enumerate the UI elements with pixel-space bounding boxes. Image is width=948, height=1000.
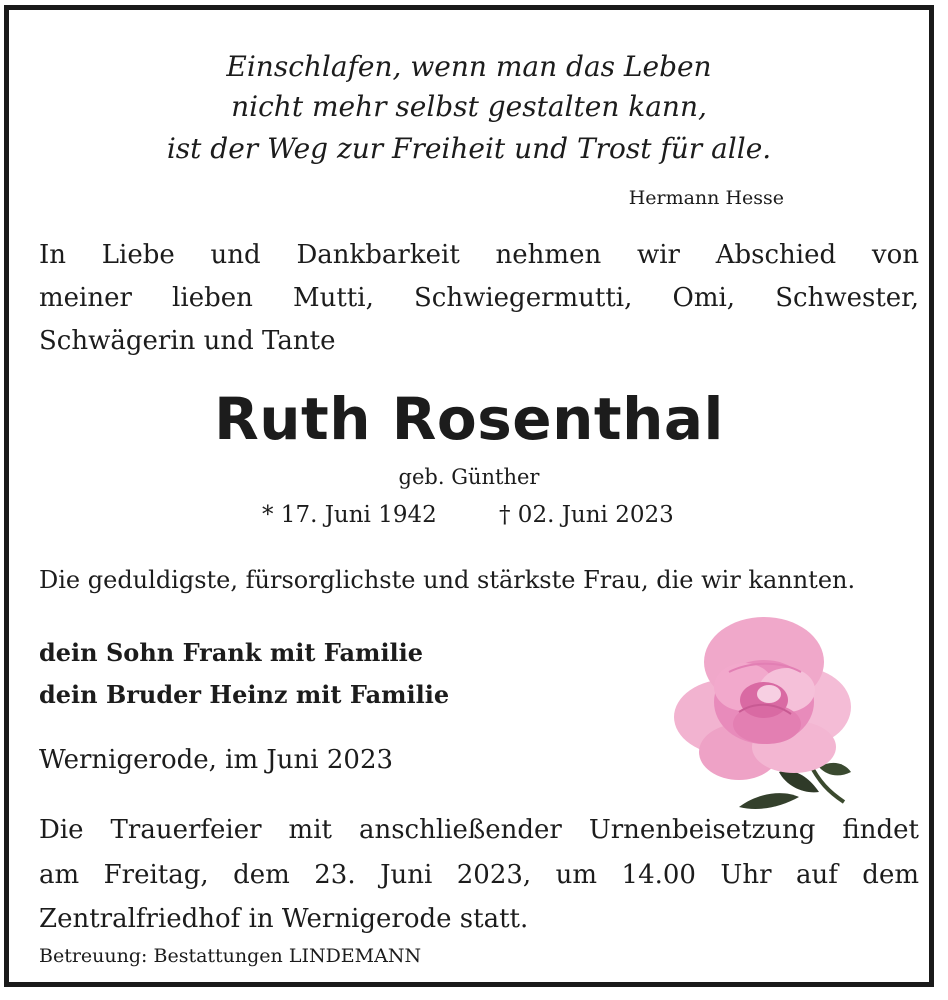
death-date: † 02. Juni 2023	[499, 502, 674, 528]
poem-line-2: nicht mehr selbst gestalten kann,	[231, 90, 707, 123]
poem-author: Hermann Hesse	[628, 187, 784, 209]
intro-line-2: meiner lieben Mutti, Schwiegermutti, Omi, Schwester,	[39, 283, 919, 313]
ceremony-line-2: am Freitag, dem 23. Juni 2023, um 14.00 Uhr auf dem	[39, 860, 919, 890]
intro-line-3: Schwägerin und Tante	[39, 326, 336, 356]
birth-date: * 17. Juni 1942	[262, 502, 437, 528]
poem-line-1: Einschlafen, wenn man das Leben	[226, 50, 712, 83]
peony-flower-icon	[669, 602, 859, 817]
birth-name: geb. Günther	[398, 465, 540, 489]
ceremony-line-3: Zentralfriedhof in Wernigerode statt.	[39, 904, 529, 934]
intro-line-1: In Liebe und Dankbarkeit nehmen wir Abschied von	[39, 240, 919, 270]
mourner-brother: dein Bruder Heinz mit Familie	[39, 680, 450, 709]
tribute-text: Die geduldigste, fürsorglichste und stärkste Frau, die wir kannten.	[39, 566, 856, 594]
deceased-name: Ruth Rosenthal	[214, 385, 724, 453]
ceremony-line-1: Die Trauerfeier mit anschließender Urnenbeisetzung findet	[39, 815, 919, 845]
poem-line-3: ist der Weg zur Freiheit und Trost für alle.	[166, 132, 772, 165]
undertaker-credit: Betreuung: Bestattungen LINDEMANN	[39, 945, 422, 967]
mourner-son: dein Sohn Frank mit Familie	[39, 638, 424, 667]
place-date: Wernigerode, im Juni 2023	[39, 745, 394, 775]
obituary-notice	[4, 5, 934, 987]
